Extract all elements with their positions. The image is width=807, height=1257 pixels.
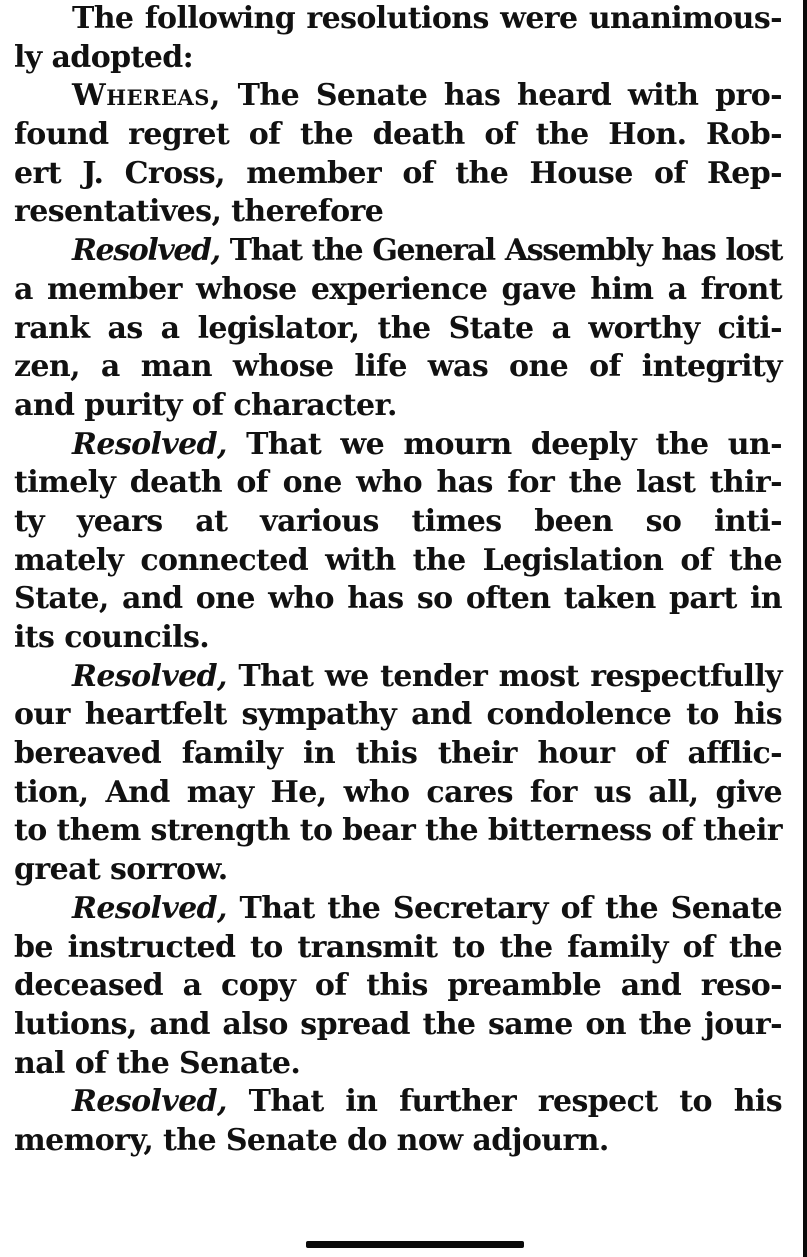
article-line	[14, 619, 782, 658]
article-line	[14, 39, 782, 78]
line-text: mately connected with the Legislation of the	[14, 542, 782, 578]
line-text: and purity of character.	[14, 387, 397, 423]
article-line	[14, 1045, 782, 1084]
article-line	[14, 310, 782, 349]
article-line	[14, 851, 782, 890]
article-line	[14, 426, 782, 465]
line-text: memory, the Senate do now adjourn.	[14, 1122, 609, 1158]
line-text: be instructed to transmit to the family of the	[14, 929, 782, 965]
line-text: The Senate has heard with pro-	[220, 78, 782, 114]
line-text: nal of the Senate.	[14, 1045, 301, 1081]
line-text: timely death of one who has for the last thir-	[14, 465, 782, 501]
article-column	[14, 0, 782, 1161]
article-line	[14, 774, 782, 813]
line-text: rank as a legislator, the State a worthy citi-	[14, 310, 782, 346]
line-text: State, and one who has so often taken part in	[14, 581, 782, 617]
line-text: our heartfelt sympathy and condolence to his	[14, 697, 782, 733]
line-text: great sorrow.	[14, 852, 228, 888]
article-line	[14, 0, 782, 39]
article-line	[14, 542, 782, 581]
article-line	[14, 271, 782, 310]
article-line	[14, 116, 782, 155]
article-line	[14, 580, 782, 619]
line-text: ly adopted:	[14, 39, 194, 75]
article-line	[14, 155, 782, 194]
article-line	[14, 503, 782, 542]
line-text: That the Secretary of the Senate	[226, 890, 782, 926]
closing-rule	[306, 1241, 524, 1248]
line-lead-word: Resolved,	[72, 233, 220, 269]
article-line	[14, 232, 782, 271]
article-line	[14, 696, 782, 735]
line-text: That we tender most respectfully	[226, 658, 782, 694]
line-text: zen, a man whose life was one of integrity	[14, 349, 782, 385]
article-line	[14, 890, 782, 929]
article-line	[14, 1083, 782, 1122]
line-lead-word: Resolved,	[72, 1084, 227, 1120]
line-lead-word: Resolved,	[72, 658, 227, 694]
line-lead-word: Resolved,	[72, 426, 227, 462]
line-text: The following resolutions were unanimous-	[72, 1, 782, 36]
line-text: found regret of the death of the Hon. Rob-	[14, 117, 782, 153]
article-line	[14, 1006, 782, 1045]
article-line	[14, 387, 782, 426]
article-line	[14, 1122, 782, 1161]
article-line	[14, 77, 782, 116]
article-line	[14, 348, 782, 387]
line-text: resentatives, therefore	[14, 194, 384, 230]
line-text: ty years at various times been so inti-	[14, 503, 782, 539]
line-text: That in further respect to his	[226, 1084, 782, 1120]
line-text: That the General Assembly has lost	[219, 233, 782, 269]
article-line	[14, 735, 782, 774]
article-line	[14, 812, 782, 851]
article-line	[14, 193, 782, 232]
line-text: deceased a copy of this preamble and reso-	[14, 968, 782, 1004]
line-text: That we mourn deeply the un-	[226, 426, 782, 462]
line-text: ert J. Cross, member of the House of Rep-	[14, 155, 782, 191]
article-line	[14, 464, 782, 503]
article-line	[14, 929, 782, 968]
line-text: to them strength to bear the bitterness of their	[14, 813, 782, 849]
article-line	[14, 658, 782, 697]
line-text: lutions, and also spread the same on the jour-	[14, 1006, 782, 1042]
article-line	[14, 967, 782, 1006]
line-text: a member whose experience gave him a front	[14, 271, 782, 307]
line-lead-word: Whereas,	[72, 78, 221, 114]
line-text: bereaved family in this their hour of afflic-	[14, 736, 782, 772]
line-lead-word: Resolved,	[72, 890, 227, 926]
line-text: tion, And may He, who cares for us all, give	[14, 774, 782, 810]
line-text: its councils.	[14, 620, 210, 655]
